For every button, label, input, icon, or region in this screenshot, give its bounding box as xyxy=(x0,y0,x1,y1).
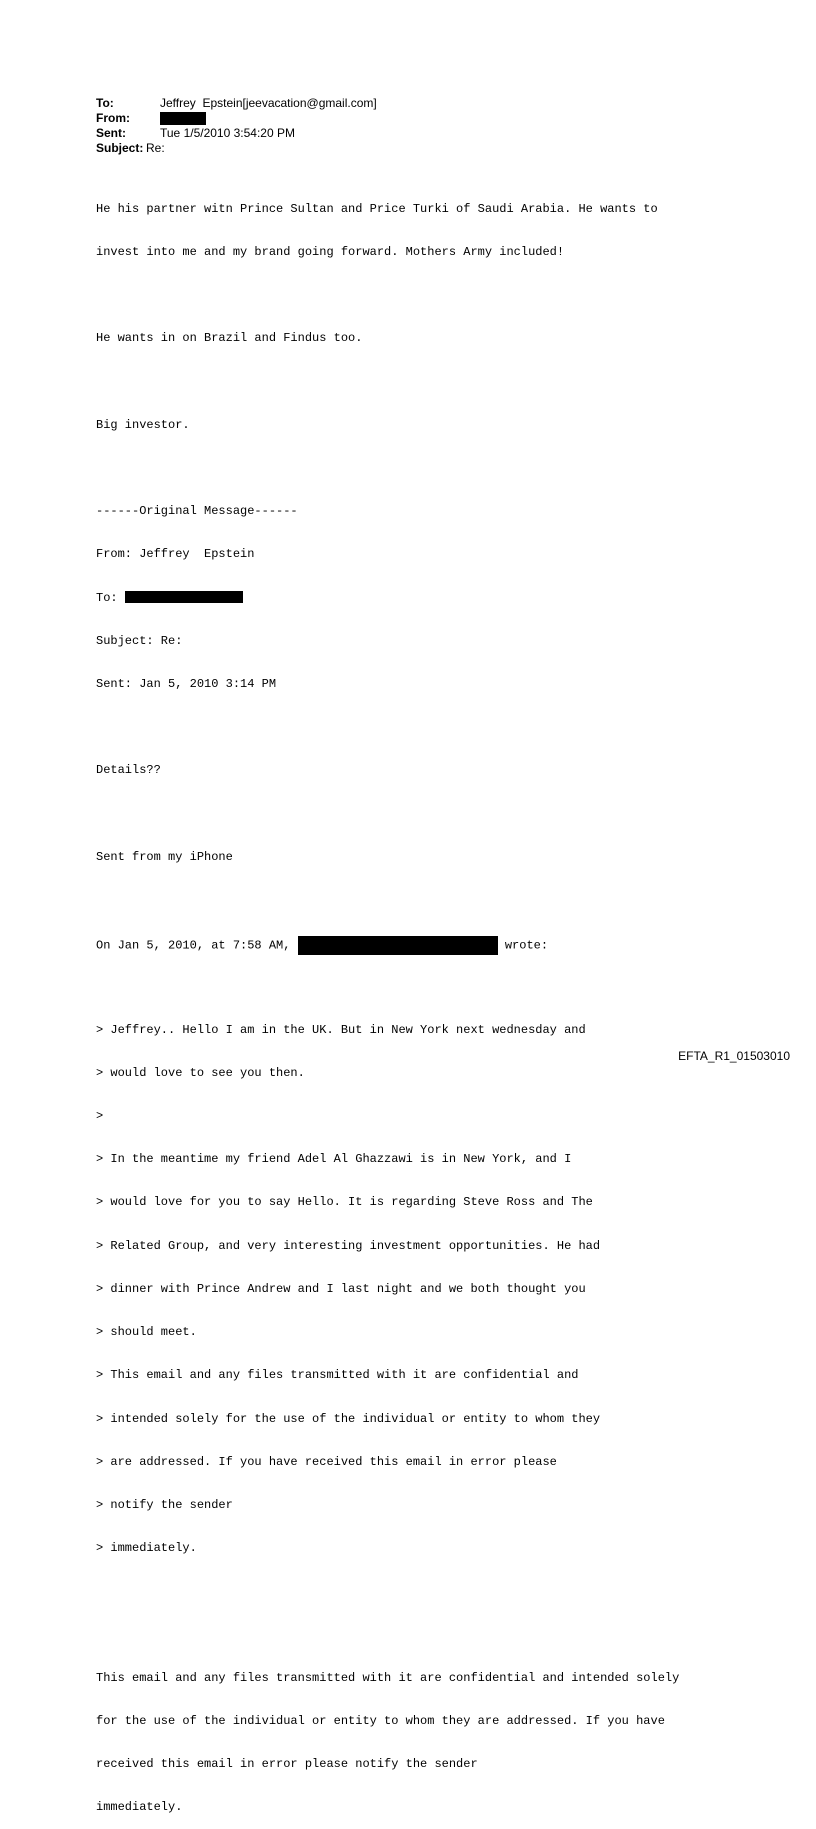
quoted-line: > This email and any files transmitted with it are confidential and xyxy=(96,1368,579,1383)
to-label: To: xyxy=(96,96,114,110)
quoted-line: > are addressed. If you have received this email in error please xyxy=(96,1454,557,1469)
from-row xyxy=(96,111,377,126)
original-from: From: Jeffrey Epstein xyxy=(96,547,255,562)
to-value: Jeffrey Epstein[jeevacation@gmail.com] xyxy=(160,96,377,110)
quoted-line: > xyxy=(96,1109,104,1124)
disclaimer-line: This email and any files transmitted with it are confidential and intended solely xyxy=(96,1670,680,1685)
disclaimer-line: immediately. xyxy=(96,1800,183,1815)
sent-value: Tue 1/5/2010 3:54:20 PM xyxy=(160,126,295,140)
on-wrote-prefix: On Jan 5, 2010, at 7:58 AM, xyxy=(96,938,298,953)
body-line: He his partner witn Prince Sultan and Price Turki of Saudi Arabia. He wants to xyxy=(96,201,658,216)
quoted-line: > should meet. xyxy=(96,1325,197,1340)
disclaimer-line: received this email in error please notify the sender xyxy=(96,1757,478,1772)
to-row xyxy=(96,96,377,111)
original-to-label: To: xyxy=(96,590,125,605)
subject-label: Subject: xyxy=(96,141,144,155)
subject-row xyxy=(96,141,377,156)
quoted-line: > Related Group, and very interesting investment opportunities. He had xyxy=(96,1238,601,1253)
email-header xyxy=(96,96,377,156)
quoted-line: > dinner with Prince Andrew and I last night and we both thought you xyxy=(96,1281,586,1296)
quoted-line: > would love to see you then. xyxy=(96,1065,305,1080)
body-line: Details?? xyxy=(96,763,161,778)
from-label: From: xyxy=(96,111,130,125)
on-wrote-suffix: wrote: xyxy=(497,938,549,953)
disclaimer-line: for the use of the individual or entity to whom they are addressed. If you have xyxy=(96,1713,665,1728)
quoted-line: > notify the sender xyxy=(96,1497,233,1512)
sent-label: Sent: xyxy=(96,126,126,140)
quoted-line: > In the meantime my friend Adel Al Ghazzawi is in New York, and I xyxy=(96,1152,572,1167)
sender-redaction xyxy=(298,936,498,955)
original-to-row xyxy=(96,591,679,605)
sent-row xyxy=(96,126,377,141)
original-message-separator: ------Original Message------ xyxy=(96,504,298,519)
on-wrote-row xyxy=(96,936,679,953)
document-id: EFTA_R1_01503010 xyxy=(678,1049,790,1063)
body-line: He wants in on Brazil and Findus too. xyxy=(96,331,363,346)
subject-value: Re: xyxy=(146,141,165,155)
body-line: Big investor. xyxy=(96,417,190,432)
from-redaction xyxy=(160,112,206,125)
quoted-line: > would love for you to say Hello. It is regarding Steve Ross and The xyxy=(96,1195,593,1210)
body-line: Sent from my iPhone xyxy=(96,849,233,864)
email-body xyxy=(96,173,679,1829)
original-to-redaction xyxy=(125,591,243,603)
body-line: invest into me and my brand going forward. Mothers Army included! xyxy=(96,245,565,260)
quoted-line: > intended solely for the use of the individual or entity to whom they xyxy=(96,1411,601,1426)
quoted-line: > Jeffrey.. Hello I am in the UK. But in New York next wednesday and xyxy=(96,1022,586,1037)
quoted-line: > immediately. xyxy=(96,1541,197,1556)
original-sent: Sent: Jan 5, 2010 3:14 PM xyxy=(96,677,277,692)
original-subject: Subject: Re: xyxy=(96,633,183,648)
